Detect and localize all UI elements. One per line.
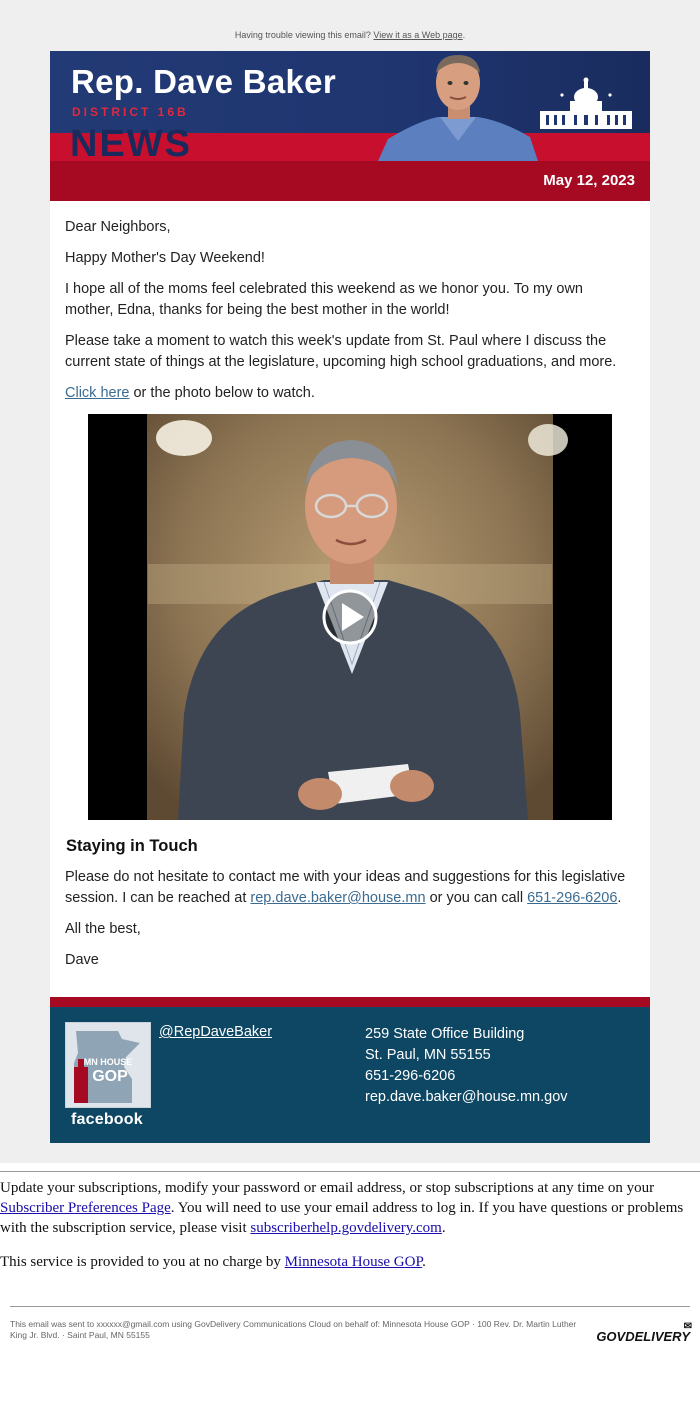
address-email: rep.dave.baker@house.mn.gov	[365, 1089, 568, 1105]
paragraph-contact: Please do not hesitate to contact me with your ideas and suggestions for this legislative session. I can be reached at rep.dave.baker@house.mn or you can call 651-296-6206.	[65, 869, 626, 906]
subscription-section	[0, 1171, 700, 1347]
paragraph-watch: Click here or the photo below to watch.	[65, 385, 315, 401]
signature: Dave	[65, 952, 99, 968]
address-line: 259 State Office Building	[365, 1026, 525, 1042]
greeting: Dear Neighbors,	[65, 219, 171, 235]
envelope-icon: ✉	[683, 1321, 692, 1332]
address-phone: 651-296-6206	[365, 1068, 456, 1084]
subscriber-preferences-link[interactable]: Subscriber Preferences Page	[0, 1200, 171, 1216]
representative-portrait	[378, 51, 538, 161]
address-line: St. Paul, MN 55155	[365, 1047, 491, 1063]
contact-phone-link[interactable]: 651-296-6206	[527, 890, 618, 906]
paragraph-moms: I hope all of the moms feel celebrated this weekend as we honor you. To my own mother, Edna, thanks for being the best mother in the world!	[65, 281, 583, 318]
office-address	[365, 1024, 568, 1108]
click-here-link[interactable]: Click here	[65, 385, 130, 401]
minnesota-house-gop-link[interactable]: Minnesota House GOP	[284, 1254, 423, 1270]
signoff: All the best,	[65, 921, 141, 937]
top-note: Having trouble viewing this email? View it as a Web page.	[234, 30, 466, 40]
paragraph-mothers-day: Happy Mother's Day Weekend!	[65, 250, 265, 266]
facebook-handle-link[interactable]: @RepDaveBaker	[159, 1024, 273, 1040]
contact-footer	[50, 997, 650, 1143]
subscriber-help-link[interactable]: subscriberhelp.govdelivery.com	[250, 1220, 442, 1236]
newsletter-header	[50, 51, 650, 201]
fine-print: This email was sent to xxxxxx@gmail.com using GovDelivery Communications Cloud on behalf of: Minnesota House GOP · 100 Rev. Dr. Martin Luther King Jr. Blvd. · Saint Paul, MN 55155	[10, 1319, 577, 1340]
video-frame	[88, 414, 612, 820]
header-district: DISTRICT 16B	[72, 105, 189, 119]
capitol-icon	[538, 75, 634, 131]
govdelivery-logo: GOVDELIVERY ✉	[596, 1327, 690, 1347]
web-view-link[interactable]: View it as a Web page	[373, 30, 463, 40]
minnesota-map-icon	[66, 1023, 150, 1107]
video-thumbnail[interactable]	[88, 414, 612, 820]
divider	[0, 1171, 700, 1172]
email-card	[50, 51, 650, 1143]
email-content	[50, 201, 650, 997]
header-news: NEWS	[70, 123, 192, 165]
section-heading: Staying in Touch	[66, 837, 198, 855]
header-title: Rep. Dave Baker	[71, 63, 336, 100]
svg-text:GOP: GOP	[92, 1068, 128, 1085]
paragraph-update: Please take a moment to watch this week's update from St. Paul where I discuss the current state of things at the legislature, upcoming high school graduations, and more.	[65, 333, 617, 370]
mn-house-gop-logo[interactable]	[65, 1022, 151, 1108]
subscription-paragraph: Update your subscriptions, modify your password or email address, or stop subscriptions at any time on your Subscriber Preferences Page. You will need to use your email address to log in. If you have questions or problems with the subscription service, please visit subscriberhelp.govdelivery.com.	[0, 1180, 684, 1236]
service-paragraph: This service is provided to you at no charge by Minnesota House GOP.	[0, 1254, 426, 1270]
svg-text:MN HOUSE: MN HOUSE	[83, 1057, 133, 1067]
contact-email-link[interactable]: rep.dave.baker@house.mn	[250, 890, 426, 906]
facebook-label: facebook	[71, 1111, 143, 1128]
header-date: May 12, 2023	[543, 172, 635, 189]
fine-print-row	[10, 1307, 690, 1347]
top-note-text: Having trouble viewing this email?	[234, 30, 371, 40]
